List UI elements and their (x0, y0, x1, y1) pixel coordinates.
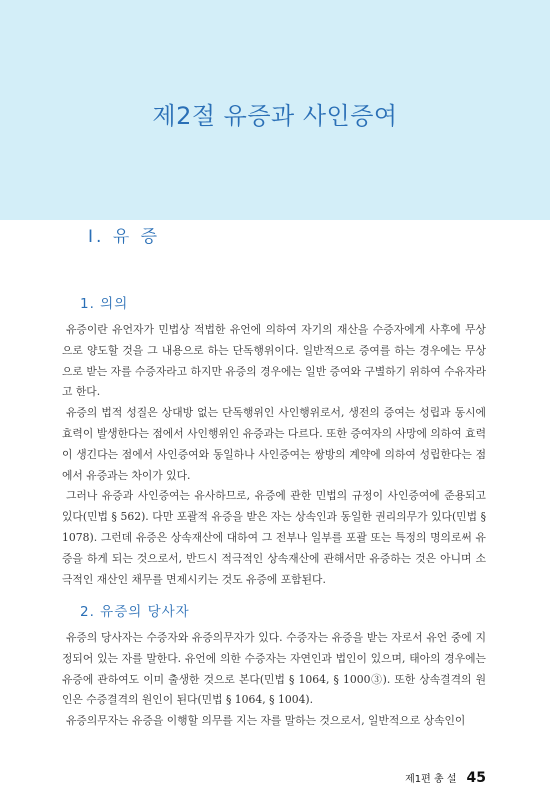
paragraph: 유증의 법적 성질은 상대방 없는 단독행위인 사인행위로서, 생전의 증여는 성립과 동시에 효력이 발생한다는 점에서 사인행위인 유증과는 다르다. 또한 증여자의 사망에 의하여 효력이 생긴다는 점에서 사인증여와 동일하나 사인증여는 쌍방의 계약에 의하여 성립한다는 점에서 유증과는 차이가 있다. (62, 406, 486, 482)
page-number: 45 (466, 770, 486, 786)
body-text-meaning (62, 320, 486, 590)
paragraph: 유증의 당사자는 수증자와 유증의무자가 있다. 수증자는 유증을 받는 자로서 유언 중에 지정되어 있는 자를 말한다. 유언에 의한 수증자는 자연인과 법인이 있으며, 태아의 경우에는 유증에 관하여도 이미 출생한 것으로 본다(민법 § 1064, § 1000③). 또한 상속결격의 원인은 수증결격의 원인이 된다(민법 § 1064, § 1004). (62, 631, 486, 707)
paragraph: 그러나 유증과 사인증여는 유사하므로, 유증에 관한 민법의 규정이 사인증여에 준용되고 있다(민법 § 562). 다만 포괄적 유증을 받은 자는 상속인과 동일한 권리의무가 있다(민법 § 1078). 그런데 유증은 상속재산에 대하여 그 전부나 일부를 포괄 또는 특정의 명의로써 유증을 하게 되는 것으로서, 반드시 적극적인 상속재산에 관해서만 유증하는 것은 아니며 소극적인 재산인 채무를 면제시키는 것도 유증에 포함된다. (62, 489, 486, 586)
body-text-parties (62, 628, 486, 732)
subsection-title-meaning: 1. 의의 (80, 296, 129, 312)
chapter-title: 제2절 유증과 사인증여 (152, 102, 398, 130)
footer-part-label: 제1편 총 설 (405, 774, 457, 785)
subsection-title-parties: 2. 유증의 당사자 (80, 604, 190, 620)
paragraph: 유증이란 유언자가 민법상 적법한 유언에 의하여 자기의 재산을 수증자에게 사후에 무상으로 양도할 것을 그 내용으로 하는 단독행위이다. 일반적으로 증여를 하는 경우에는 무상으로 받는 자를 수증자라고 하지만 유증의 경우에는 일반 증여와 구별하기 위하여 수유자라고 한다. (62, 323, 486, 399)
section-title: Ⅰ. 유 증 (88, 227, 161, 247)
page-footer (405, 770, 486, 786)
paragraph: 유증의무자는 유증을 이행할 의무를 지는 자를 말하는 것으로서, 일반적으로 상속인이 (66, 714, 466, 728)
